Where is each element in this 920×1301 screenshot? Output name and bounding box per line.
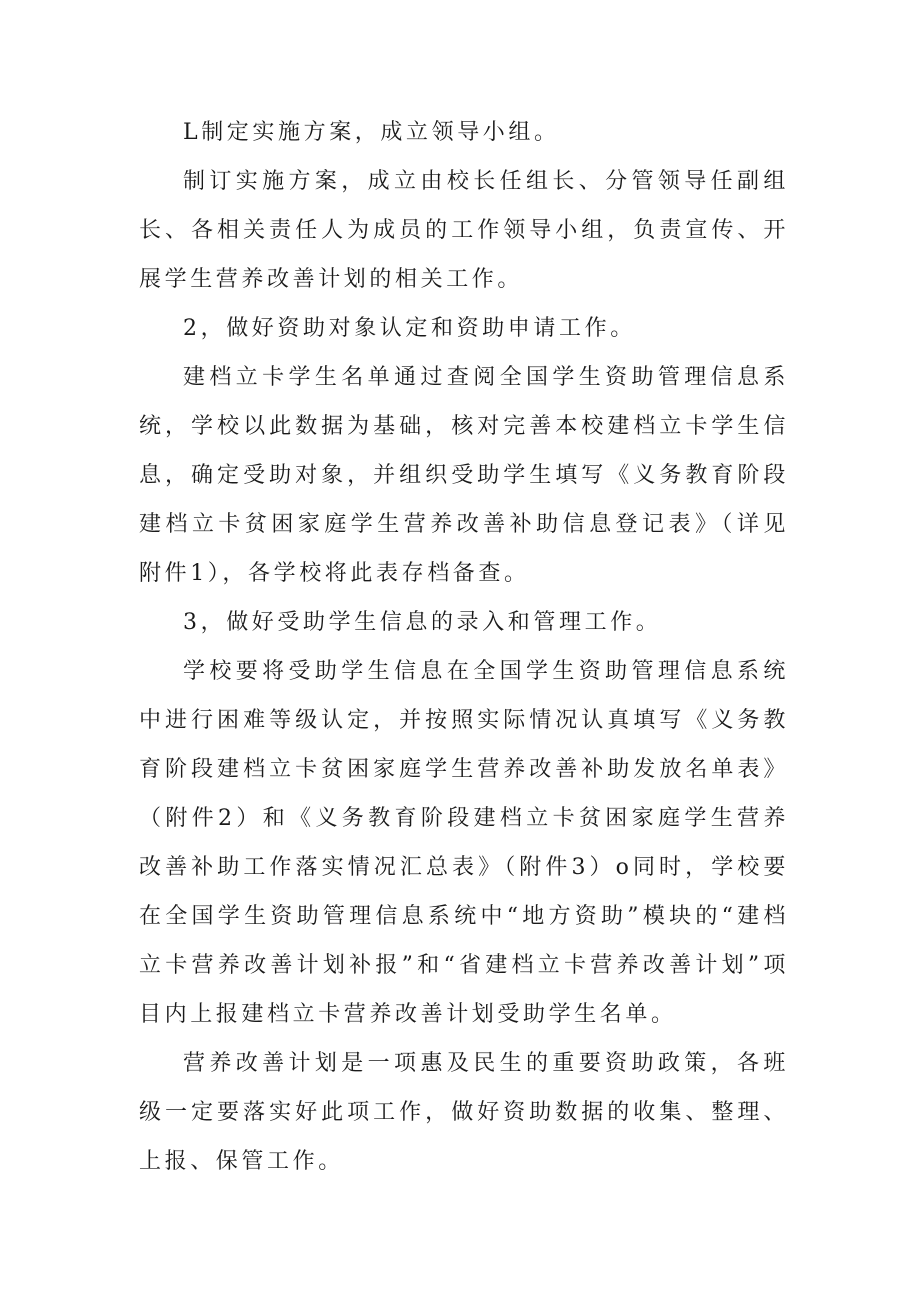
paragraph-4: 营养改善计划是一项惠及民生的重要资助政策，各班级一定要落实好此项工作，做好资助数据的收集、整理、上报、保管工作。 xyxy=(139,1051,789,1174)
section-heading-3: 3，做好受助学生信息的录入和管理工作。 xyxy=(183,610,662,635)
document-body xyxy=(139,108,789,1186)
section-heading-1: L制定实施方案，成立领导小组。 xyxy=(183,120,560,145)
section-heading-2: 2，做好资助对象认定和资助申请工作。 xyxy=(183,316,636,341)
paragraph-3: 学校要将受助学生信息在全国学生资助管理信息系统中进行困难等级认定，并按照实际情况认真填写《义务教育阶段建档立卡贫困家庭学生营养改善补助发放名单表》（附件2）和《义务教育阶段建档立卡贫困家庭学生营养改善补助工作落实情况汇总表》（附件3）o同时，学校要在全国学生资助管理信息系统中“地方资助”模块的“建档立卡营养改善计划补报”和“省建档立卡营养改善计划”项目内上报建档立卡营养改善计划受助学生名单。 xyxy=(139,659,789,1027)
paragraph-1: 制订实施方案，成立由校长任组长、分管领导任副组长、各相关责任人为成员的工作领导小组，负责宣传、开展学生营养改善计划的相关工作。 xyxy=(139,169,789,292)
paragraph-2: 建档立卡学生名单通过查阅全国学生资助管理信息系统，学校以此数据为基础，核对完善本校建档立卡学生信息，确定受助对象，并组织受助学生填写《义务教育阶段建档立卡贫困家庭学生营养改善补助信息登记表》（详见附件1），各学校将此表存档备查。 xyxy=(139,365,789,586)
